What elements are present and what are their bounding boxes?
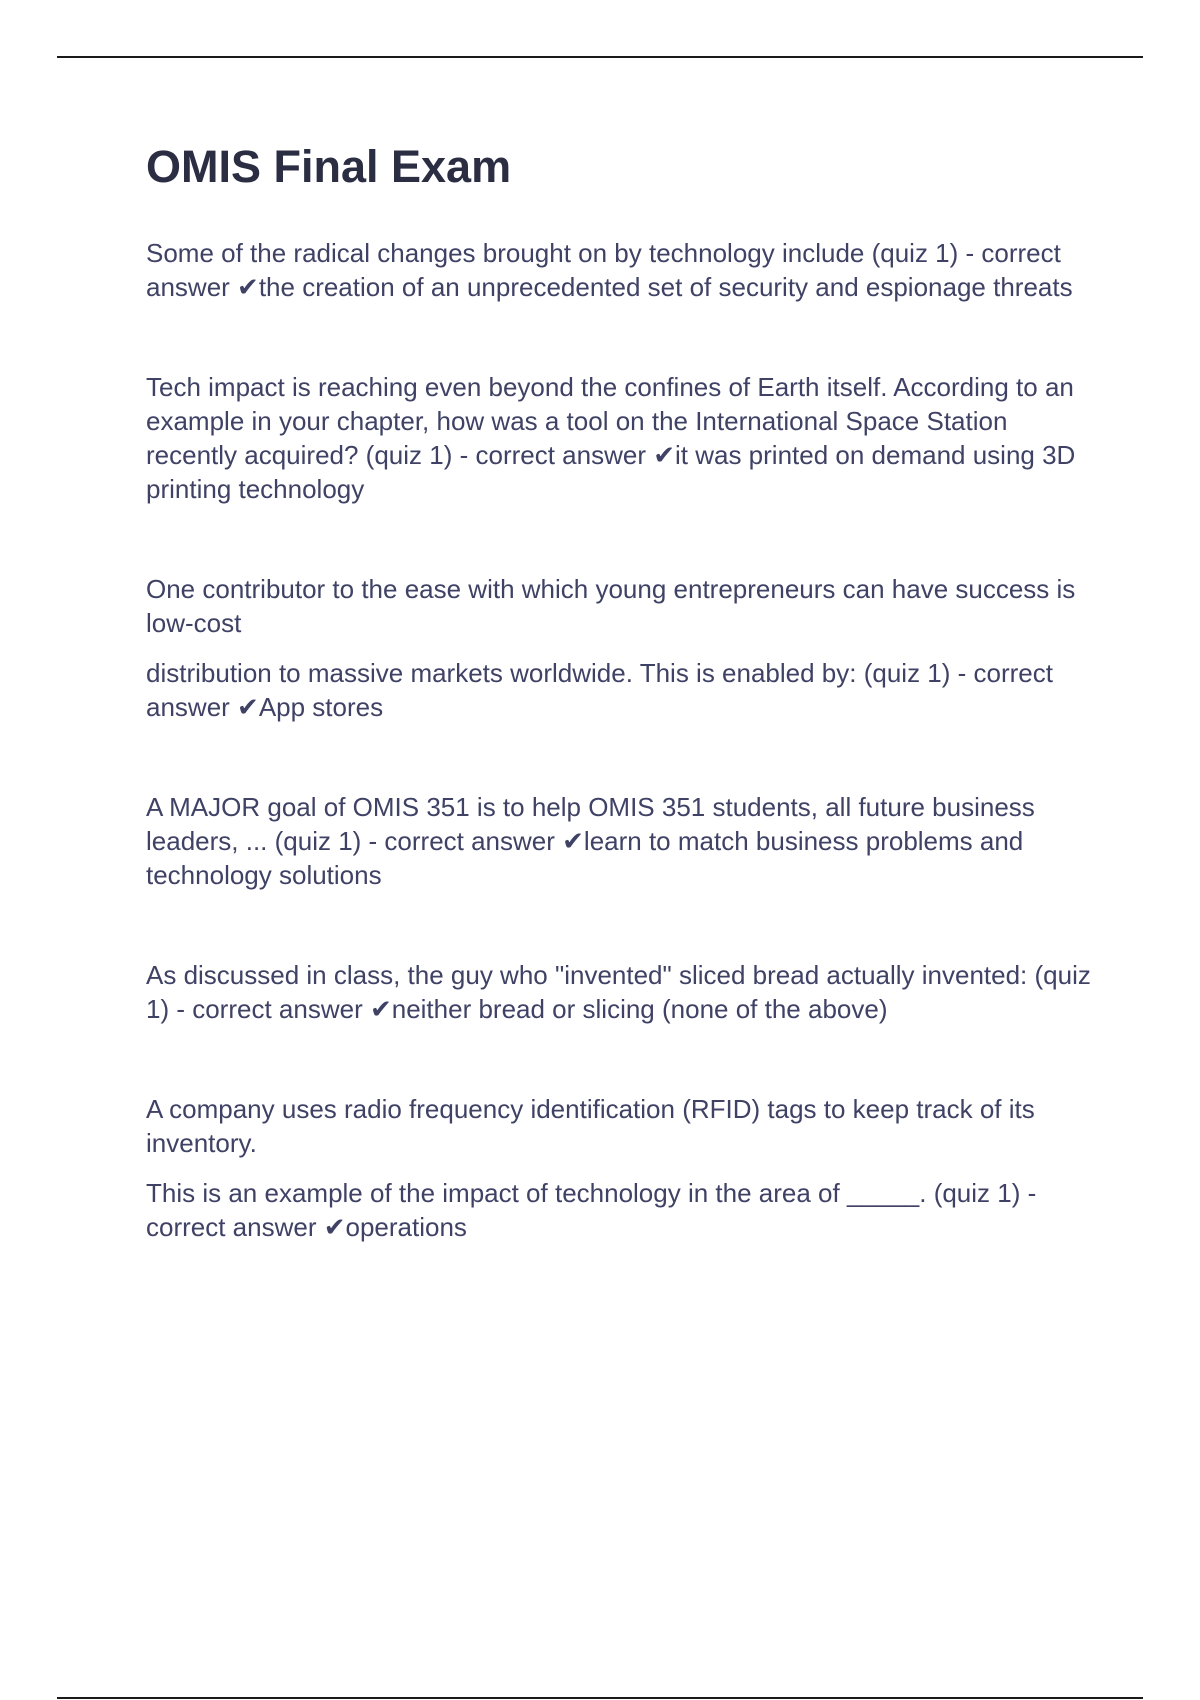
qa-list bbox=[146, 236, 1096, 1244]
qa-item-2 bbox=[146, 370, 1096, 506]
document-body bbox=[146, 140, 1096, 1310]
qa-text: One contributor to the ease with which young entrepreneurs can have success is low-cost bbox=[146, 574, 1076, 638]
qa-item-3 bbox=[146, 572, 1096, 724]
qa-item-5 bbox=[146, 958, 1096, 1026]
qa-text: As discussed in class, the guy who "invented" sliced bread actually invented: (quiz 1) - correct answer ✔neither bread or slicing (none of the above) bbox=[146, 960, 1091, 1024]
qa-text: A MAJOR goal of OMIS 351 is to help OMIS 351 students, all future business leaders, ... (quiz 1) - correct answer ✔learn to match business problems and technology solutions bbox=[146, 792, 1035, 890]
qa-item-4 bbox=[146, 790, 1096, 892]
qa-text: A company uses radio frequency identification (RFID) tags to keep track of its inventory. bbox=[146, 1094, 1035, 1158]
qa-item-1 bbox=[146, 236, 1096, 304]
bottom-rule bbox=[57, 1697, 1143, 1699]
qa-text: distribution to massive markets worldwide. This is enabled by: (quiz 1) - correct answer ✔App stores bbox=[146, 658, 1053, 722]
qa-text: Tech impact is reaching even beyond the confines of Earth itself. According to an example in your chapter, how was a tool on the International Space Station recently acquired? (quiz 1) - correct answer ✔it was printed on demand using 3D printing technology bbox=[146, 372, 1076, 504]
qa-item-6 bbox=[146, 1092, 1096, 1244]
top-rule bbox=[57, 56, 1143, 58]
qa-text: Some of the radical changes brought on by technology include (quiz 1) - correct answer ✔the creation of an unprecedented set of security and espionage threats bbox=[146, 238, 1073, 302]
document-title: OMIS Final Exam bbox=[146, 141, 512, 192]
qa-text: This is an example of the impact of technology in the area of _____. (quiz 1) - correct answer ✔operations bbox=[146, 1178, 1037, 1242]
